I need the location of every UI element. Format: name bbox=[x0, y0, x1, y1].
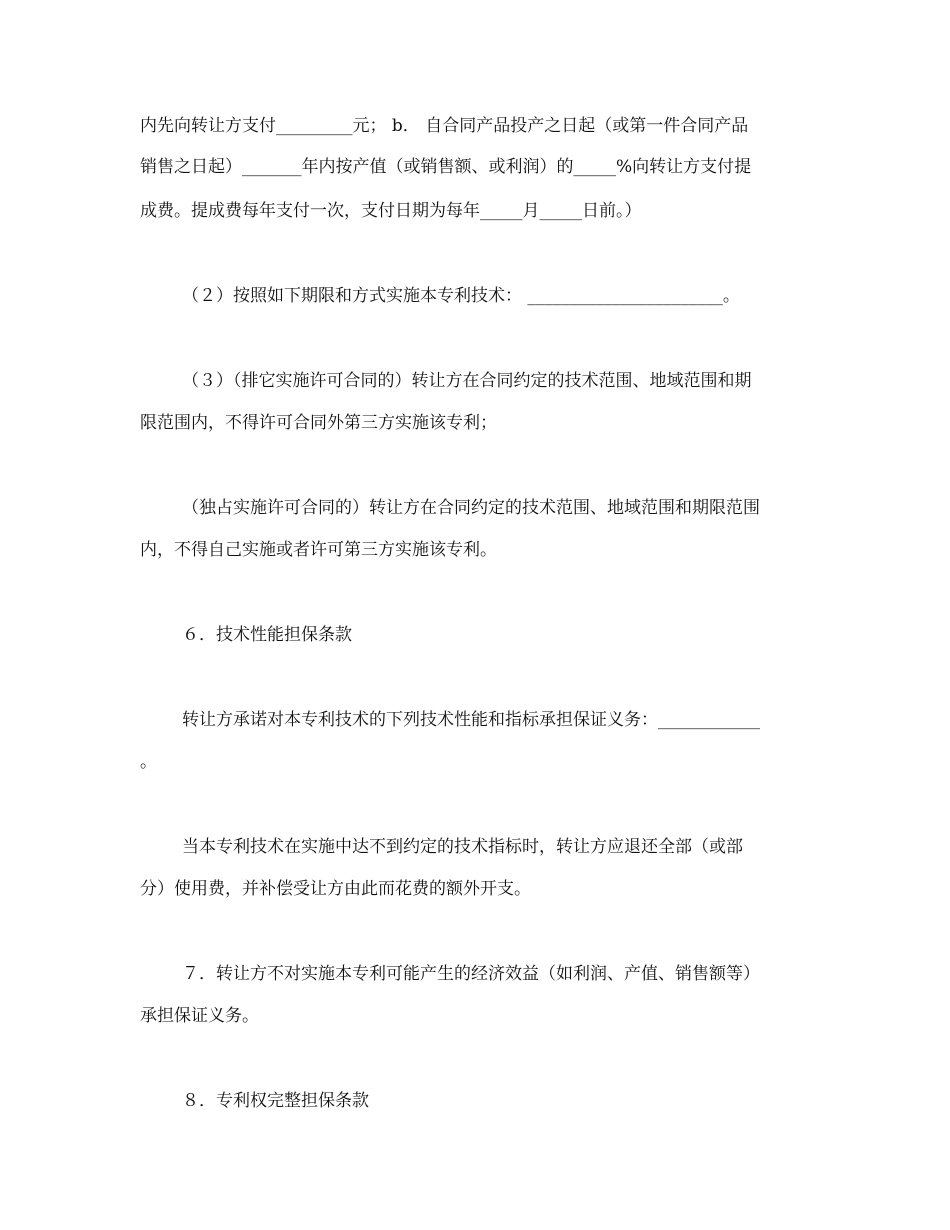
text-line: 承担保证义务。 bbox=[140, 1006, 259, 1026]
text-line: （独占实施许可合同的）转让方在合同约定的技术范围、地域范围和期限范围 bbox=[182, 498, 760, 518]
text-line: ７．转让方不对实施本专利可能产生的经济效益（如利润、产值、销售额等） bbox=[182, 964, 760, 984]
text-line: 转让方承诺对本专利技术的下列技术性能和指标承担保证义务：____________ bbox=[182, 710, 760, 730]
text-line: 分）使用费，并补偿受让方由此而花费的额外开支。 bbox=[140, 879, 531, 899]
text-line: 当本专利技术在实施中达不到约定的技术指标时，转让方应退还全部（或部 bbox=[182, 837, 743, 857]
text-line: 限范围内，不得许可合同外第三方实施该专利； bbox=[140, 413, 497, 433]
section-heading: ６．技术性能担保条款 bbox=[182, 625, 352, 645]
section-heading: ８．专利权完整担保条款 bbox=[182, 1091, 369, 1111]
text-line: （２）按照如下期限和方式实施本专利技术： _______________________。 bbox=[182, 286, 740, 306]
text-line: 内先向转让方支付_________元； b． 自合同产品投产之日起（或第一件合同产品 bbox=[140, 116, 749, 136]
text-line: 内，不得自己实施或者许可第三方实施该专利。 bbox=[140, 540, 497, 560]
text-line: 销售之日起）_______年内按产值（或销售额、或利润）的_____%向转让方支付提 bbox=[140, 157, 752, 177]
text-line: （３）（排它实施许可合同的）转让方在合同约定的技术范围、地域范围和期 bbox=[182, 371, 752, 391]
text-line: 。 bbox=[140, 752, 157, 772]
text-line: 成费。提成费每年支付一次，支付日期为每年_____月_____日前。） bbox=[140, 201, 642, 221]
